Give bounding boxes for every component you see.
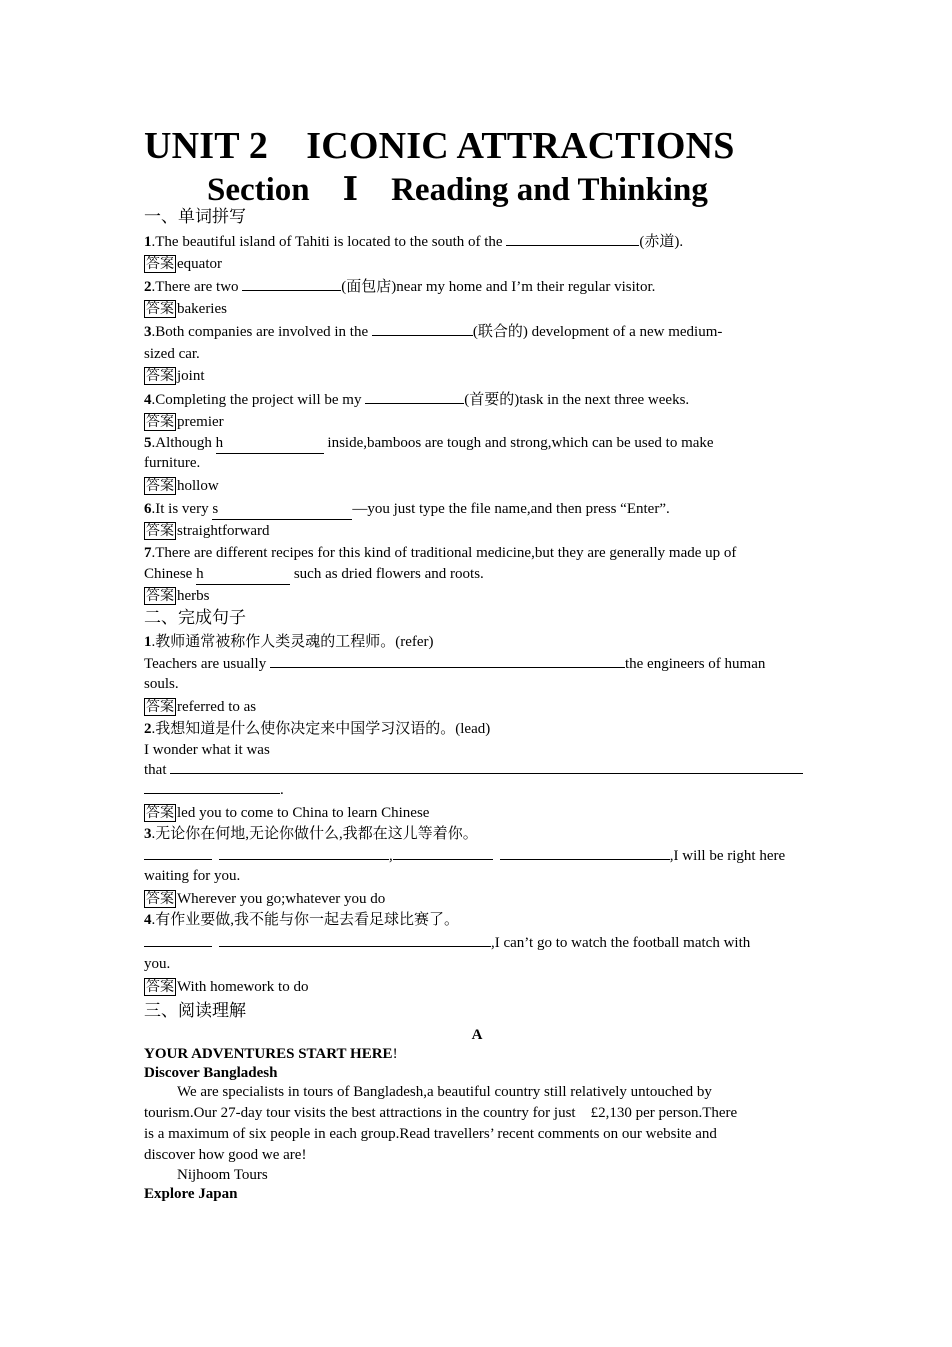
answer-blank[interactable] — [500, 846, 670, 860]
question-number: 2 — [144, 721, 152, 737]
passage-letter: A — [471, 1027, 483, 1043]
answer-row — [144, 366, 810, 386]
answer-row — [144, 977, 810, 997]
question-text: .There are two — [151, 279, 243, 295]
answer-text: premier — [177, 414, 224, 430]
question-text: .Completing the project will be my — [151, 392, 366, 408]
question-number: 1 — [144, 234, 152, 250]
question-number: 7 — [144, 545, 152, 561]
answer-row — [144, 803, 810, 823]
section3-heading: 三、阅读理解 — [144, 1001, 246, 1021]
passage-headline — [144, 1044, 810, 1064]
answer-text: bakeries — [177, 301, 227, 317]
question-2-1-cont: souls. — [144, 676, 179, 692]
question-text: Chinese — [144, 566, 197, 582]
question-text: .Although — [151, 435, 216, 451]
answer-label: 答案 — [146, 301, 174, 317]
question-2-2-line — [144, 760, 810, 780]
question-number: 6 — [144, 501, 152, 517]
answer-blank[interactable] — [365, 390, 464, 404]
answer-label: 答案 — [146, 805, 174, 821]
passage-signature: Nijhoom Tours — [177, 1167, 268, 1183]
answer-text: referred to as — [177, 699, 257, 715]
answer-row — [144, 521, 810, 541]
question-2-4-cont: you. — [144, 956, 171, 972]
section1-heading: 一、单词拼写 — [144, 207, 246, 227]
question-text-after: the engineers of human — [624, 656, 766, 672]
answer-blank[interactable] — [144, 933, 212, 947]
answer-blank[interactable] — [372, 322, 473, 336]
answer-text: joint — [177, 368, 205, 384]
answer-blank[interactable] — [144, 846, 212, 860]
answer-row — [144, 476, 810, 496]
question-text: Teachers are usually — [144, 656, 270, 672]
question-text-after: (联合的) development of a new medium- — [472, 324, 723, 340]
headline-text: YOUR ADVENTURES START HERE — [144, 1046, 393, 1062]
question-text-after: inside,bamboos are tough and strong,which can be used to make — [323, 435, 714, 451]
question-6 — [144, 499, 810, 520]
answer-blank[interactable] — [393, 846, 493, 860]
answer-row — [144, 697, 810, 717]
answer-text: led you to come to China to learn Chinese — [177, 805, 430, 821]
unit-title: UNIT 2 ICONIC ATTRACTIONS — [144, 125, 735, 167]
comma: , — [389, 848, 393, 864]
answer-blank[interactable] — [270, 654, 625, 668]
answer-row — [144, 586, 810, 606]
answer-label: 答案 — [146, 523, 174, 539]
question-2-4-cn — [144, 910, 810, 930]
question-7 — [144, 543, 810, 563]
question-text-after: such as dried flowers and roots. — [290, 566, 484, 582]
answer-row — [144, 299, 810, 319]
subheading-text: Explore Japan — [144, 1186, 238, 1202]
question-2-3-cont: waiting for you. — [144, 868, 241, 884]
question-2-2: I wonder what it was — [144, 742, 270, 758]
question-number: 2 — [144, 279, 152, 295]
answer-text: herbs — [177, 588, 210, 604]
answer-blank[interactable] — [196, 564, 290, 585]
answer-blank[interactable] — [170, 760, 803, 774]
answer-text: equator — [177, 256, 222, 272]
question-2 — [144, 277, 810, 297]
passage-line: discover how good we are! — [144, 1147, 307, 1163]
answer-blank[interactable] — [216, 433, 324, 454]
hint-letter: s — [212, 501, 219, 517]
passage-line: tourism.Our 27-day tour visits the best attractions in the country for just £2,130 per person.There — [144, 1105, 738, 1121]
question-5 — [144, 433, 810, 454]
answer-blank[interactable] — [506, 232, 639, 246]
answer-row — [144, 889, 810, 909]
answer-label: 答案 — [146, 979, 174, 995]
question-text: .教师通常被称作人类灵魂的工程师。(refer) — [151, 634, 434, 650]
question-text: .It is very — [151, 501, 213, 517]
headline-mark: ! — [392, 1046, 398, 1062]
question-text: .有作业要做,我不能与你一起去看足球比赛了。 — [151, 912, 460, 928]
answer-label: 答案 — [146, 414, 174, 430]
question-text-after: (首要的)task in the next three weeks. — [464, 392, 690, 408]
question-number: 3 — [144, 826, 152, 842]
question-2-2-line2 — [144, 780, 810, 800]
question-text-after: (赤道). — [639, 234, 684, 250]
answer-text: Wherever you go;whatever you do — [177, 891, 386, 907]
question-4 — [144, 390, 810, 410]
question-3-cont: sized car. — [144, 346, 200, 362]
question-7-cont — [144, 564, 810, 585]
question-2-3-cn — [144, 824, 810, 844]
question-number: 1 — [144, 634, 152, 650]
question-text-after: (面包店)near my home and I’m their regular visitor. — [341, 279, 656, 295]
answer-label: 答案 — [146, 368, 174, 384]
answer-text: With homework to do — [177, 979, 309, 995]
question-text: .我想知道是什么使你决定来中国学习汉语的。(lead) — [151, 721, 491, 737]
hint-letter: h — [196, 566, 204, 582]
hint-letter: h — [215, 435, 224, 451]
question-text-after: —you just type the file name,and then press “Enter”. — [352, 501, 670, 517]
answer-row — [144, 412, 810, 432]
answer-label: 答案 — [146, 588, 174, 604]
answer-row — [144, 254, 810, 274]
question-number: 4 — [144, 392, 152, 408]
question-text-after: ,I can’t go to watch the football match with — [491, 935, 751, 951]
question-3 — [144, 322, 810, 342]
section2-heading: 二、完成句子 — [144, 608, 246, 628]
question-text-after: ,I will be right here — [669, 848, 786, 864]
question-text: .The beautiful island of Tahiti is located to the south of the — [151, 234, 507, 250]
answer-blank[interactable] — [144, 780, 280, 794]
answer-label: 答案 — [146, 478, 174, 494]
question-text: .There are different recipes for this kind of traditional medicine,but they are generally made up of — [151, 545, 737, 561]
passage-line: We are specialists in tours of Bangladesh,a beautiful country still relatively untouched by — [177, 1084, 712, 1100]
question-5-cont: furniture. — [144, 455, 201, 471]
answer-blank[interactable] — [212, 499, 352, 520]
answer-label: 答案 — [146, 699, 174, 715]
question-number: 3 — [144, 324, 152, 340]
question-number: 5 — [144, 435, 152, 451]
question-text: .无论你在何地,无论你做什么,我都在这儿等着你。 — [151, 826, 478, 842]
question-text: that — [144, 762, 171, 778]
answer-text: straightforward — [177, 523, 270, 539]
question-number: 4 — [144, 912, 152, 928]
question-1 — [144, 232, 810, 252]
passage-subheading-2 — [144, 1184, 810, 1204]
question-2-4 — [144, 933, 810, 953]
passage-line: is a maximum of six people in each group.Read travellers’ recent comments on our website and — [144, 1126, 717, 1142]
period: . — [280, 782, 284, 798]
answer-blank[interactable] — [219, 846, 389, 860]
question-text: .Both companies are involved in the — [151, 324, 372, 340]
question-2-1 — [144, 654, 810, 674]
answer-blank[interactable] — [242, 277, 341, 291]
answer-label: 答案 — [146, 891, 174, 907]
answer-label: 答案 — [146, 256, 174, 272]
passage-subheading-1 — [144, 1063, 810, 1083]
question-2-1-cn — [144, 632, 810, 652]
answer-text: hollow — [177, 478, 219, 494]
subheading-text: Discover Bangladesh — [144, 1065, 278, 1081]
answer-blank[interactable] — [219, 933, 491, 947]
section-title: Section Ⅰ Reading and Thinking — [207, 172, 708, 208]
question-2-3 — [144, 846, 810, 866]
passage-label — [144, 1025, 810, 1045]
question-2-2-cn — [144, 719, 810, 739]
